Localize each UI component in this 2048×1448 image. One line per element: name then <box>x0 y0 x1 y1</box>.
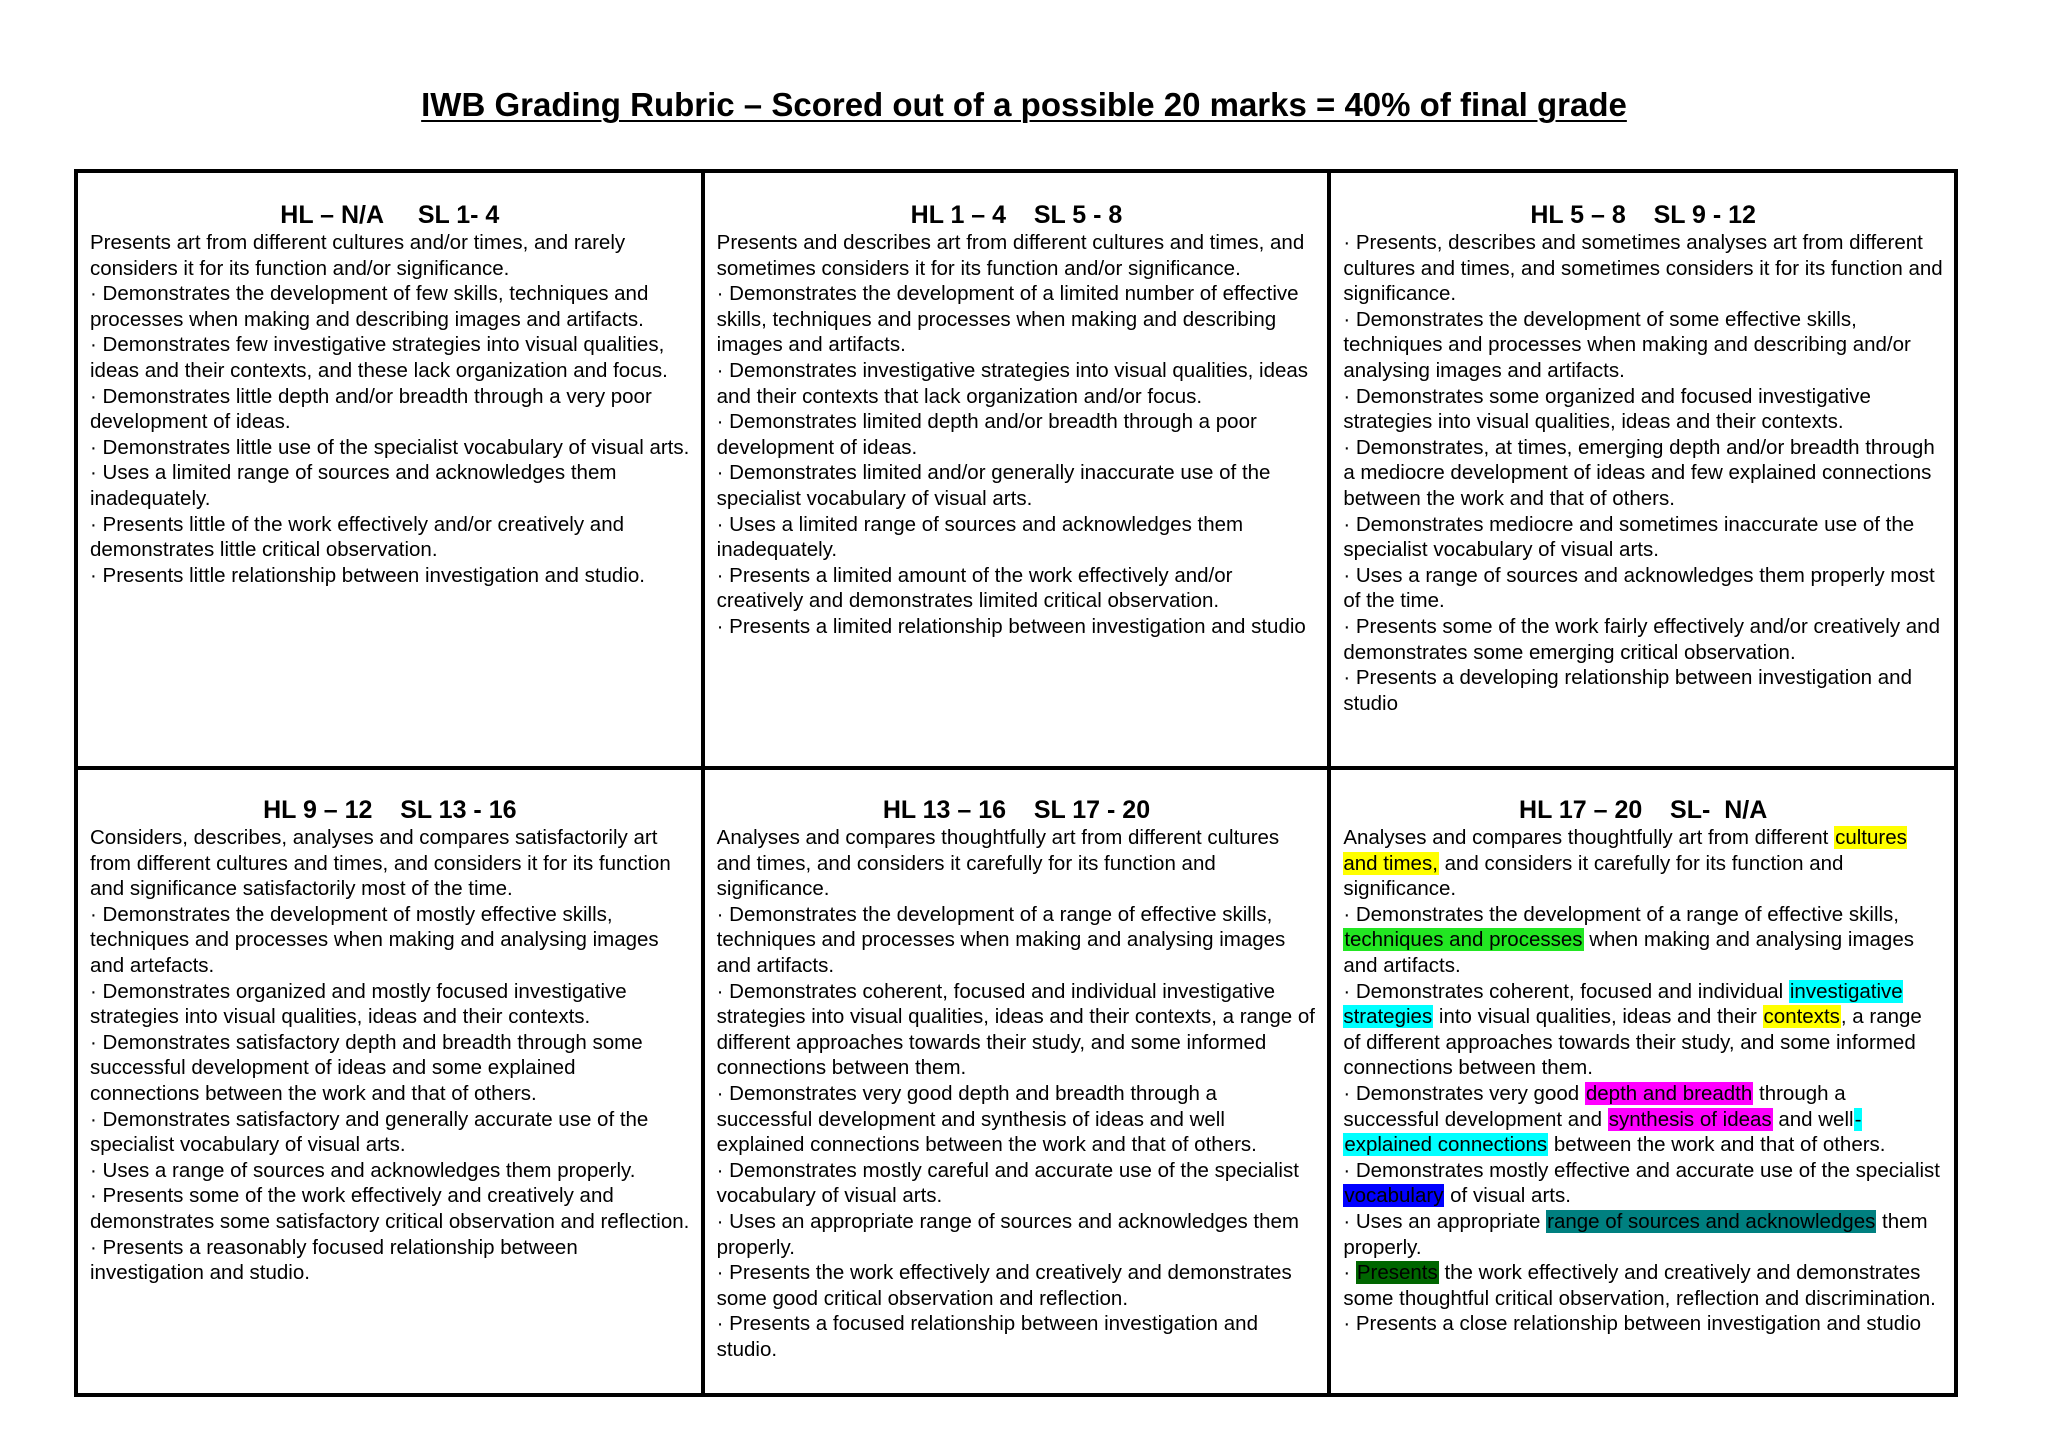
criterion-text: · Demonstrates little use of the specialist vocabulary of visual arts. <box>90 435 690 459</box>
criterion-text: · Presents some of the work effectively and creatively and demonstrates some satisfactory critical observation and reflection. <box>90 1184 690 1233</box>
highlighted-phrase: range of sources and acknowledges <box>1547 1209 1876 1233</box>
band-cell <box>76 171 703 768</box>
band-cell <box>1329 171 1956 768</box>
band-cell <box>76 768 703 1395</box>
criterion-text: · Demonstrates few investigative strategies into visual qualities, ideas and their contexts, and these lack organization and focus. <box>90 333 668 382</box>
highlighted-phrase: depth and breadth <box>1585 1081 1753 1105</box>
text-run: when making and analysing images and artifacts. <box>1343 928 1914 977</box>
band-cell <box>1329 768 1956 1395</box>
text-run: · Demonstrates coherent, focused and individual <box>1343 979 1789 1003</box>
highlighted-phrase: investigative strategies <box>1343 979 1903 1029</box>
criterion-text: · Uses a limited range of sources and acknowledges them inadequately. <box>90 461 617 510</box>
criterion-text: · Demonstrates limited depth and/or breadth through a poor development of ideas. <box>716 410 1257 459</box>
criterion-text: · Demonstrates satisfactory depth and breadth through some successful development of ideas and some explained connections between the work and that of others. <box>90 1030 643 1105</box>
text-run: the work effectively and creatively and demonstrates some thoughtful critical observation, reflection and discrimination. <box>1343 1261 1936 1310</box>
band-title: HL – N/A SL 1- 4 <box>280 201 500 229</box>
criterion-text <box>1343 1158 1943 1209</box>
text-run: Analyses and compares thoughtfully art from different <box>1343 826 1835 849</box>
text-run: · Demonstrates the development of a range of effective skills, <box>1343 902 1899 926</box>
text-run: into visual qualities, ideas and their <box>1433 1005 1763 1029</box>
criterion-text <box>1343 979 1943 1081</box>
criterion-text: · Demonstrates coherent, focused and individual investigative strategies into visual qualities, ideas and their contexts, a range of different approaches towards their study, and some informed connections between them. <box>716 979 1315 1080</box>
criterion-text: · Presents a reasonably focused relationship between investigation and studio. <box>90 1235 578 1285</box>
band-cell <box>703 768 1330 1395</box>
criterion-text: · Presents a focused relationship between investigation and studio. <box>716 1312 1258 1361</box>
highlighted-phrase: cultures and times, <box>1343 826 1907 875</box>
band-title: HL 1 – 4 SL 5 - 8 <box>910 201 1123 229</box>
band-title: HL 13 – 16 SL 17 - 20 <box>882 796 1151 824</box>
criterion-text: · Demonstrates organized and mostly focused investigative strategies into visual qualities, ideas and their contexts. <box>90 979 627 1029</box>
criterion-text: · Demonstrates little depth and/or breadth through a very poor development of ideas. <box>90 384 652 434</box>
criterion-text: · Presents, describes and sometimes analyses art from different cultures and times, and sometimes considers it for its function and significance. <box>1343 231 1943 306</box>
text-run: · <box>1343 1261 1356 1285</box>
highlighted-phrase: explained connections <box>1344 1133 1548 1157</box>
criterion-text: · Presents the work effectively and creatively and demonstrates some good critical observation and reflection. <box>716 1261 1292 1310</box>
text-run: · Presents a close relationship between investigation and studio <box>1343 1312 1922 1336</box>
highlighted-phrase: contexts <box>1763 1005 1840 1029</box>
criterion-text: · Demonstrates very good depth and breadth through a successful development and synthesis of ideas and well explained connections between the work and that of others. <box>716 1081 1257 1157</box>
text-run: of visual arts. <box>1444 1184 1571 1208</box>
rubric-row <box>76 171 1956 768</box>
page-title: IWB Grading Rubric – Scored out of a possible 20 marks = 40% of final grade <box>421 86 1627 123</box>
band-description <box>1343 230 1943 716</box>
criterion-text: · Uses a range of sources and acknowledges them properly. <box>90 1158 636 1182</box>
criterion-text: · Demonstrates mediocre and sometimes inaccurate use of the specialist vocabulary of visual arts. <box>1343 512 1915 562</box>
criterion-text <box>1343 825 1943 902</box>
band-title: HL 17 – 20 SL- N/A <box>1519 796 1768 824</box>
criterion-text: · Demonstrates the development of some effective skills, techniques and processes when making and describing and/or analysing images and artifacts. <box>1343 307 1911 382</box>
text-run: · Uses an appropriate <box>1343 1209 1547 1233</box>
highlighted-phrase: synthesis of ideas <box>1608 1107 1772 1131</box>
text-run: · Demonstrates mostly effective and accurate use of the specialist <box>1343 1158 1940 1182</box>
criterion-text <box>1343 1260 1943 1311</box>
band-description <box>717 230 1317 640</box>
band-title: HL 9 – 12 SL 13 - 16 <box>263 796 517 824</box>
band-description <box>717 825 1317 1362</box>
rubric-table <box>74 169 1958 1397</box>
band-description <box>1343 825 1943 1337</box>
criterion-text <box>1343 1081 1943 1158</box>
criterion-text: · Uses an appropriate range of sources and acknowledges them properly. <box>716 1209 1299 1259</box>
band-title: HL 5 – 8 SL 9 - 12 <box>1530 201 1756 229</box>
rubric-row <box>76 768 1956 1395</box>
band-cell <box>703 171 1330 768</box>
criterion-text: Analyses and compares thoughtfully art from different cultures and times, and considers it carefully for its function and significance. <box>716 826 1280 901</box>
highlighted-phrase: Presents <box>1356 1261 1438 1285</box>
criterion-text: Presents and describes art from different cultures and times, and sometimes considers it for its function and/or significance. <box>716 231 1305 280</box>
criterion-text: · Demonstrates satisfactory and generally accurate use of the specialist vocabulary of visual arts. <box>90 1107 649 1157</box>
highlighted-phrase: vocabulary <box>1344 1184 1444 1208</box>
criterion-text: Considers, describes, analyses and compares satisfactorily art from different cultures and times, and considers it for its function and significance satisfactorily most of the time. <box>90 826 671 901</box>
text-run: , a range of different approaches towards their study, and some informed connections between them. <box>1343 1005 1922 1080</box>
criterion-text: · Demonstrates the development of a limited number of effective skills, techniques and processes when making and describing images and artifacts. <box>716 282 1299 357</box>
text-run: through a successful development and <box>1343 1081 1846 1131</box>
criterion-text: · Demonstrates mostly careful and accurate use of the specialist vocabulary of visual arts. <box>716 1158 1299 1208</box>
criterion-text: · Demonstrates the development of a range of effective skills, techniques and processes when making and analysing images and artifacts. <box>716 902 1286 977</box>
text-run: between the work and that of others. <box>1548 1133 1886 1157</box>
criterion-text: · Presents some of the work fairly effectively and/or creatively and demonstrates some emerging critical observation. <box>1343 614 1940 664</box>
criterion-text: · Presents little of the work effectively and/or creatively and demonstrates little critical observation. <box>90 512 625 562</box>
highlighted-phrase: - <box>1854 1107 1862 1131</box>
criterion-text: · Demonstrates some organized and focused investigative strategies into visual qualities, ideas and their contexts. <box>1343 384 1871 434</box>
criterion-text: · Demonstrates limited and/or generally inaccurate use of the specialist vocabulary of visual arts. <box>716 461 1271 510</box>
text-run: and considers it carefully for its function and significance. <box>1343 851 1844 901</box>
criterion-text: · Uses a range of sources and acknowledges them properly most of the time. <box>1343 563 1935 613</box>
criterion-text: · Presents a limited relationship between investigation and studio <box>716 614 1306 638</box>
criterion-text <box>1343 1311 1943 1337</box>
criterion-text: · Demonstrates investigative strategies into visual qualities, ideas and their contexts that lack organization and/or focus. <box>716 358 1309 408</box>
highlighted-phrase: techniques and processes <box>1344 928 1583 952</box>
band-description <box>90 230 690 588</box>
criterion-text: · Demonstrates, at times, emerging depth and/or breadth through a mediocre development of ideas and few explained connections between the work and that of others. <box>1343 435 1935 510</box>
band-description <box>90 825 690 1286</box>
criterion-text: · Presents a limited amount of the work effectively and/or creatively and demonstrates limited critical observation. <box>716 563 1233 613</box>
criterion-text: · Uses a limited range of sources and acknowledges them inadequately. <box>716 512 1244 562</box>
text-run: them properly. <box>1343 1209 1928 1259</box>
criterion-text: · Presents a developing relationship between investigation and studio <box>1343 666 1912 715</box>
criterion-text: · Presents little relationship between investigation and studio. <box>90 563 645 587</box>
criterion-text: · Demonstrates the development of mostly effective skills, techniques and processes when making and analysing images and artefacts. <box>90 902 659 977</box>
text-run: · Demonstrates very good <box>1343 1081 1585 1105</box>
criterion-text <box>1343 902 1943 979</box>
text-run: and well <box>1772 1107 1854 1131</box>
criterion-text: Presents art from different cultures and/or times, and rarely considers it for its function and/or significance. <box>90 231 626 280</box>
criterion-text: · Demonstrates the development of few skills, techniques and processes when making and describing images and artifacts. <box>90 282 649 331</box>
criterion-text <box>1343 1209 1943 1260</box>
